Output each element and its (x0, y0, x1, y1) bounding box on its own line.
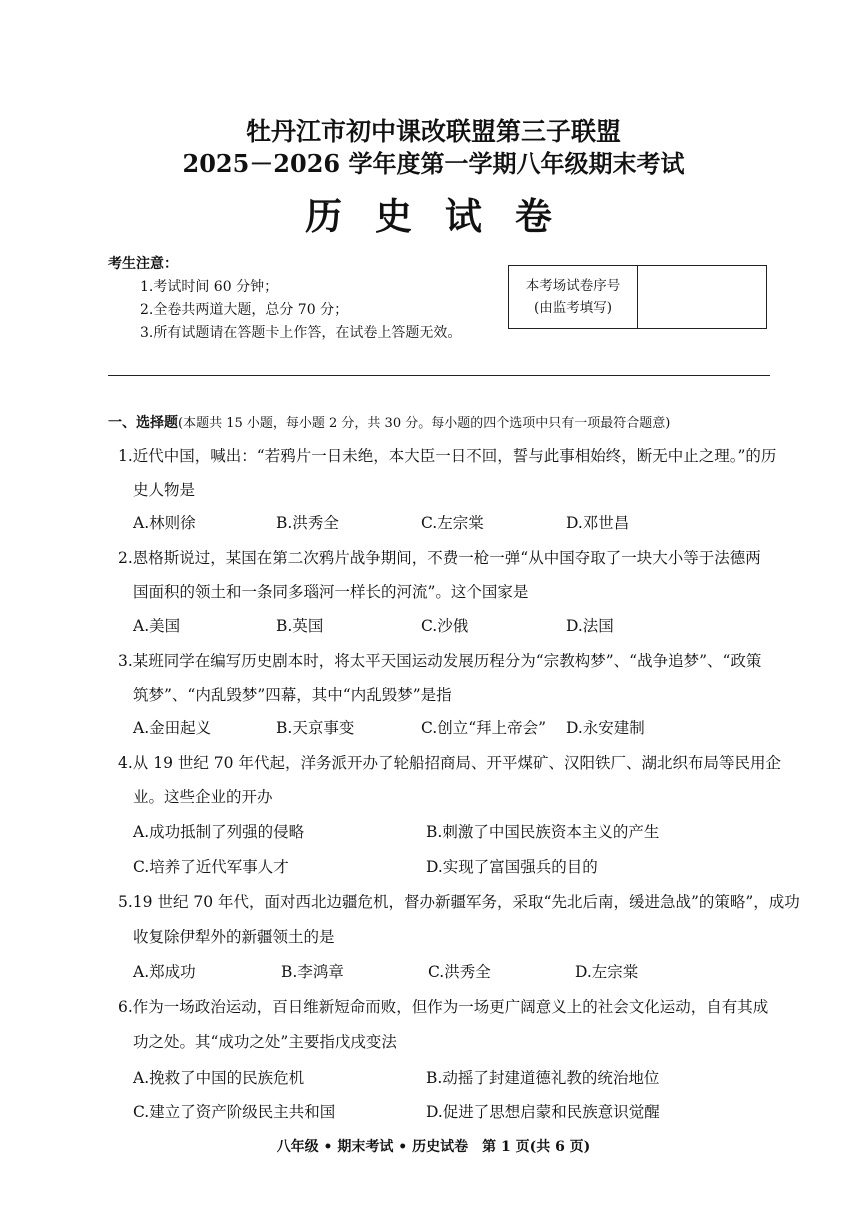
option-b: B.李鸿章 (281, 963, 344, 981)
question-text: 收复除伊犁外的新疆领土的是 (133, 928, 335, 946)
option-d: D.左宗棠 (575, 963, 639, 981)
question-text: 国面积的领土和一条同多瑙河一样长的河流”。这个国家是 (133, 583, 529, 601)
option-a: A.挽救了中国的民族危机 (133, 1069, 305, 1087)
question-text: 3.某班同学在编写历史剧本时，将太平天国运动发展历程分为“宗教构梦”、“战争追梦”、“政策 (118, 652, 762, 670)
notice-item: 1.考试时间 60 分钟； (140, 279, 279, 295)
serial-label-line1: 本考场试卷序号 (525, 278, 621, 294)
option-c: C.培养了近代军事人才 (133, 858, 289, 876)
question-text: 6.作为一场政治运动，百日维新短命而败，但作为一场更广阔意义上的社会文化运动，自有其成 (118, 998, 769, 1016)
option-a: A.郑成功 (133, 963, 196, 981)
question-text: 功之处。其“成功之处”主要指戊戌变法 (133, 1033, 397, 1051)
serial-label-line2: (由监考填写) (533, 300, 613, 316)
option-a: A.金田起义 (133, 719, 212, 737)
question-text: 4.从 19 世纪 70 年代起，洋务派开办了轮船招商局、开平煤矿、汉阳铁厂、湖北织布局等民用企 (118, 754, 781, 772)
option-a: A.美国 (133, 617, 181, 635)
section-heading (108, 412, 670, 432)
exam-serial-number-box (508, 265, 767, 329)
option-b: B.天京事变 (276, 719, 355, 737)
serial-number-field (638, 266, 766, 328)
option-b: B.刺激了中国民族资本主义的产生 (426, 823, 660, 841)
page-footer: 八年级 • 期末考试 • 历史试卷 第 1 页(共 6 页) (276, 1139, 591, 1155)
notice-item: 3.所有试题请在答题卡上作答，在试卷上答题无效。 (140, 325, 462, 341)
question-text: 史人物是 (133, 481, 196, 499)
section-title: 一、选择题 (108, 415, 178, 431)
question-text: 2.恩格斯说过，某国在第二次鸦片战争期间，不费一枪一弹“从中国夺取了一块大小等于法德两 (118, 549, 761, 567)
option-b: B.动摇了封建道德礼教的统治地位 (426, 1069, 660, 1087)
option-c: C.建立了资产阶级民主共和国 (133, 1103, 336, 1121)
exam-subject-title: 历 史 试 卷 (305, 194, 562, 238)
option-b: B.英国 (276, 617, 324, 635)
option-d: D.邓世昌 (566, 514, 630, 532)
exam-organizer-title: 牡丹江市初中课改联盟第三子联盟 (245, 117, 621, 146)
candidate-notice (108, 253, 461, 345)
option-d: D.永安建制 (566, 719, 645, 737)
option-d: D.法国 (566, 617, 614, 635)
option-a: A.成功抵制了列强的侵略 (133, 823, 305, 841)
option-d: D.促进了思想启蒙和民族意识觉醒 (426, 1103, 660, 1121)
option-c: C.创立“拜上帝会” (421, 719, 547, 737)
question-text: 筑梦”、“内乱毁梦”四幕，其中“内乱毁梦”是指 (133, 686, 452, 704)
option-b: B.洪秀全 (276, 514, 339, 532)
question-text: 业。这些企业的开办 (133, 788, 273, 806)
option-a: A.林则徐 (133, 514, 196, 532)
notice-title: 考生注意： (108, 256, 178, 272)
option-c: C.左宗棠 (421, 514, 484, 532)
section-description: (本题共 15 小题，每小题 2 分，共 30 分。每小题的四个选项中只有一项最符合题意) (178, 416, 671, 431)
question-text: 1.近代中国，喊出：“若鸦片一日未绝，本大臣一日不回，誓与此事相始终，断无中止之理。”的历 (118, 447, 777, 465)
notice-item: 2.全卷共两道大题，总分 70 分； (140, 302, 349, 318)
serial-number-label (509, 266, 638, 328)
question-text: 5.19 世纪 70 年代，面对西北边疆危机，督办新疆军务，采取“先北后南，缓进急战”的策略”，成功 (118, 893, 800, 911)
option-c: C.沙俄 (421, 617, 469, 635)
exam-term-title: 2025－2026 学年度第一学期八年级期末考试 (182, 149, 685, 178)
option-c: C.洪秀全 (428, 963, 491, 981)
header-divider (108, 375, 770, 376)
option-d: D.实现了富国强兵的目的 (426, 858, 598, 876)
